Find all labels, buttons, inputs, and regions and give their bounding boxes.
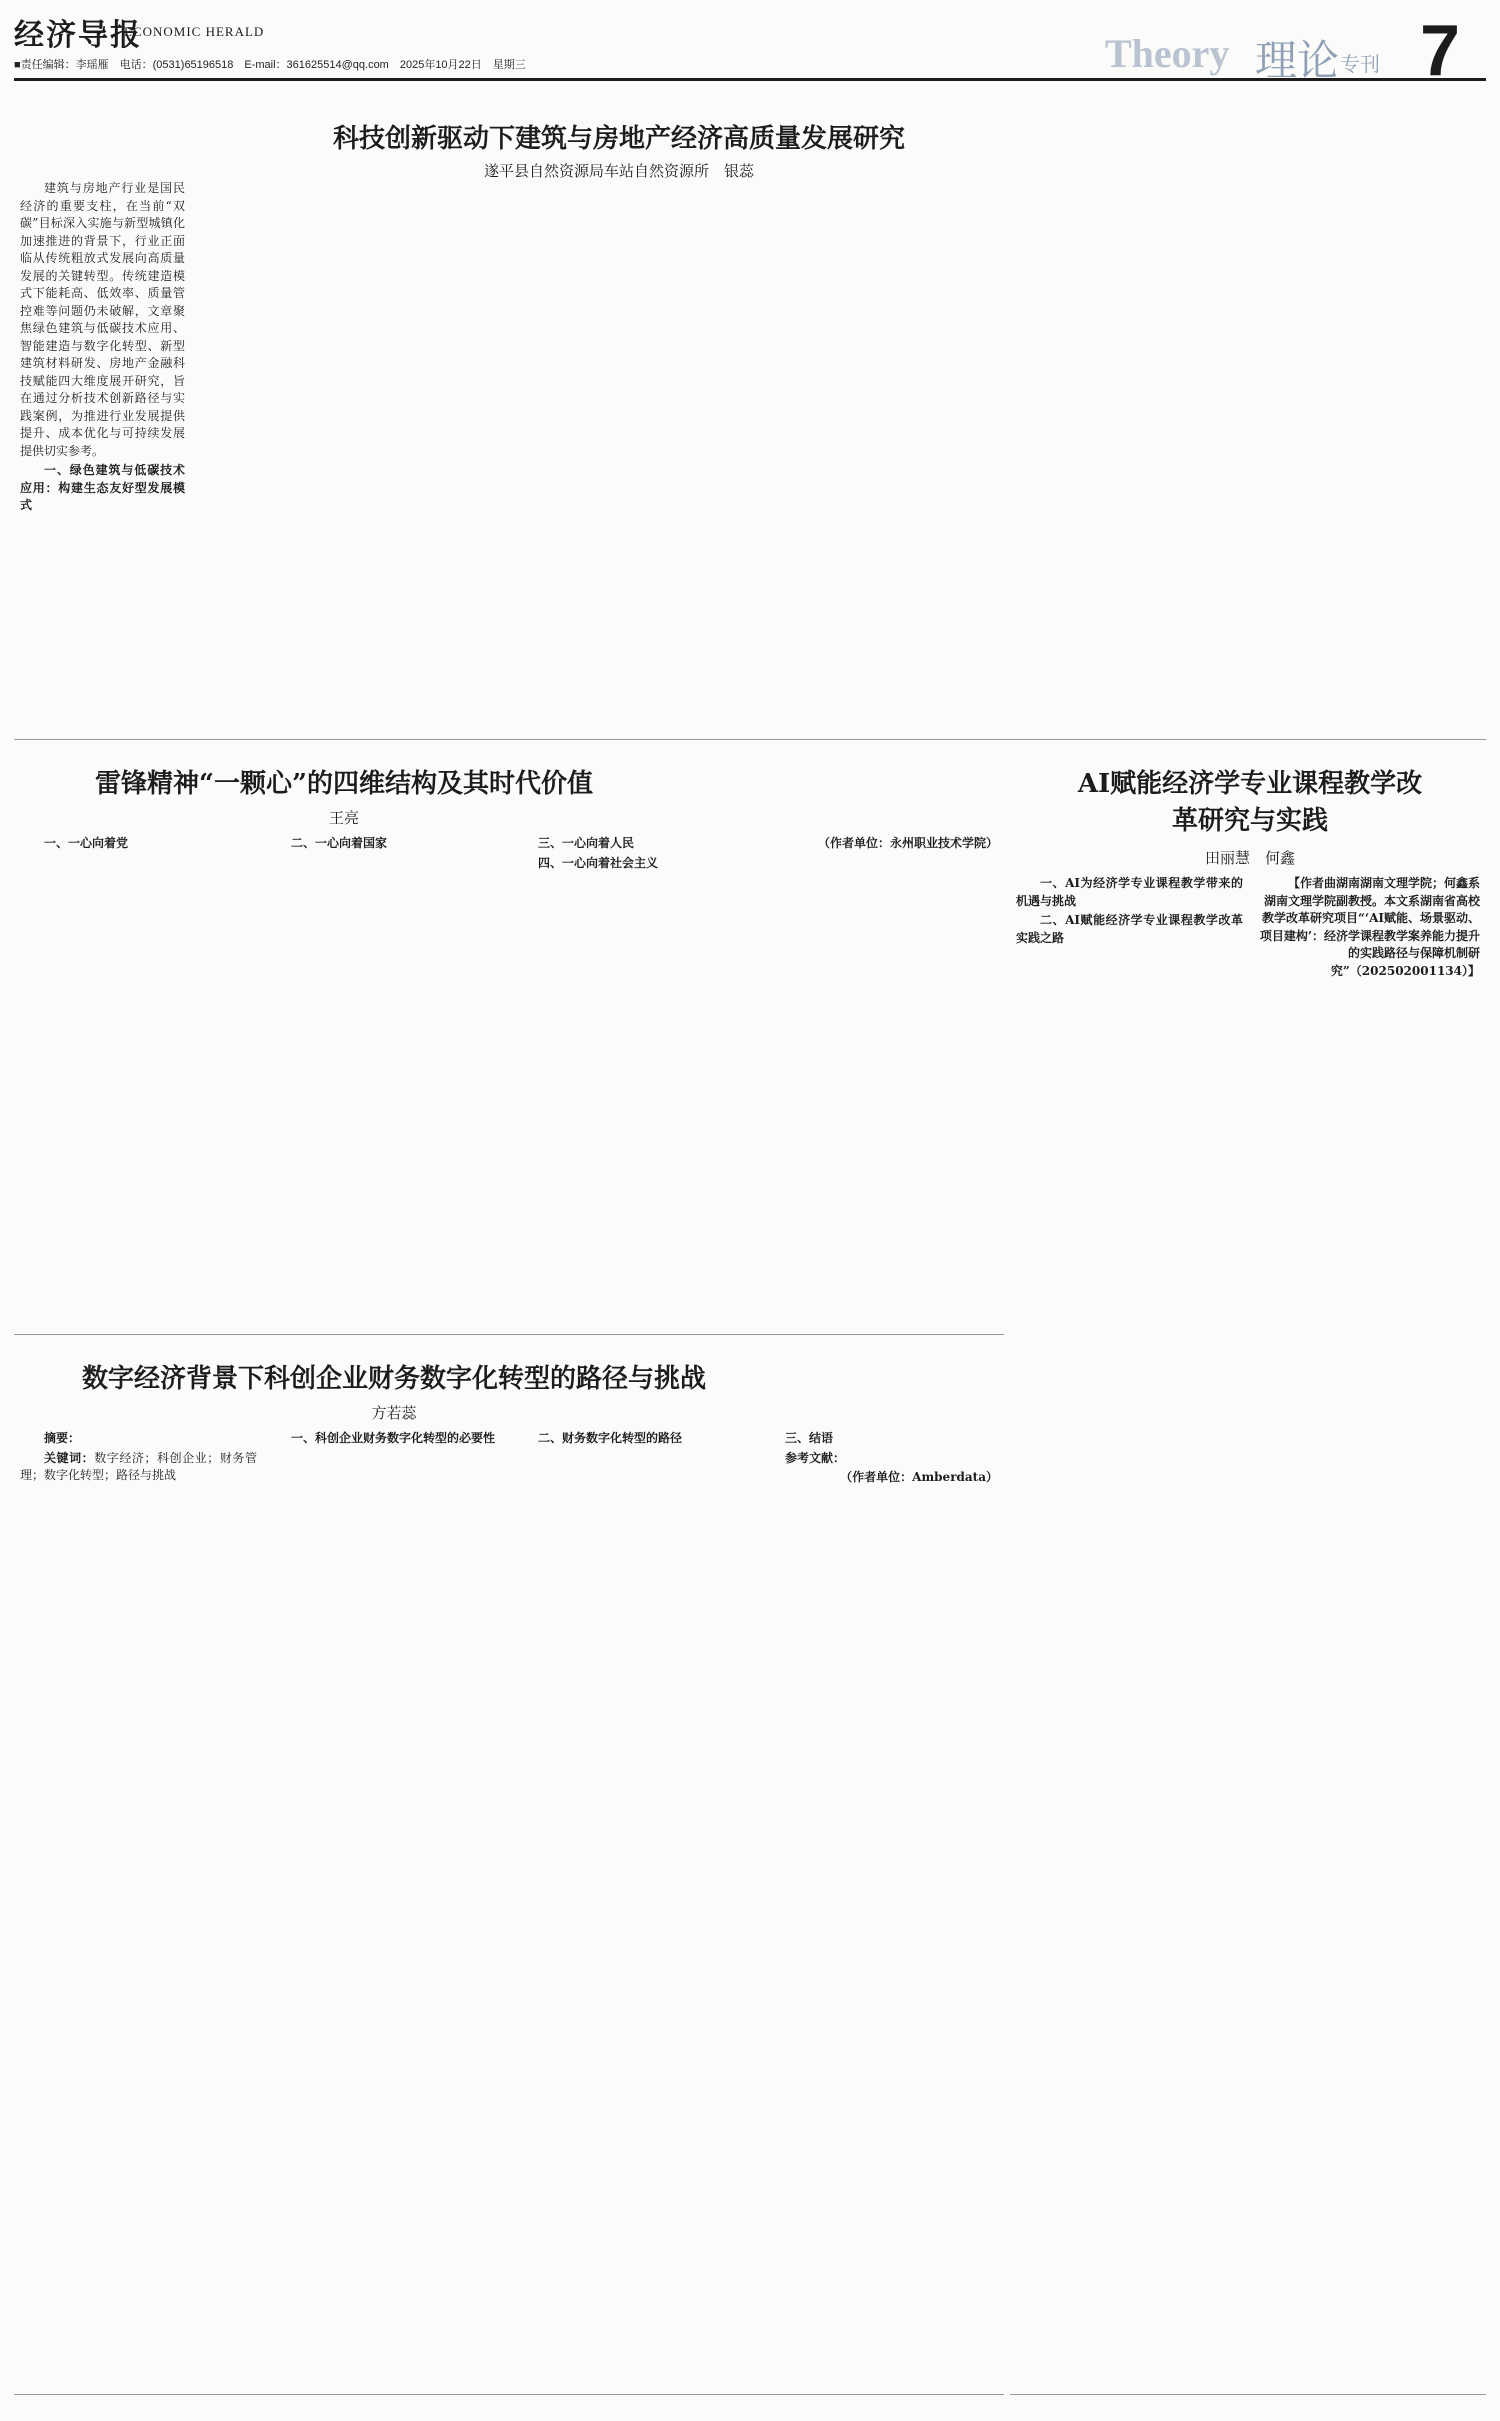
masthead-meta: ■责任编辑：李瑶雁 电话：(0531)65196518 E-mail：361625514@qq.com 2025年10月22日 星期三 [14, 59, 526, 71]
article-1 [14, 100, 1486, 740]
article-1-subhead-1: 一、绿色建筑与低碳技术应用：构建生态友好型发展模式 [20, 463, 185, 512]
article-1-title: 科技创新驱动下建筑与房地产经济高质量发展研究 [332, 124, 905, 154]
article-1-intro: 建筑与房地产行业是国民经济的重要支柱，在当前“双碳”目标深入实施与新型城镇化加速推进的背景下，行业正面临从传统粗放式发展向高质量发展的关键转型。传统建造模式下能耗高、低效率、质量管控难等问题仍未破解，文章聚焦绿色建筑与低碳技术应用、智能建造与数字化转型、新型建筑材料研发、房地产金融科技赋能四大维度展开研究，旨在通过分析技术创新路径与实践案例，为推进行业发展提供提升、成本优化与可持续发展提供切实参考。 [20, 181, 185, 458]
article-3-subhead-2: 二、AI赋能经济学专业课程教学改革实践之路 [1016, 913, 1243, 945]
article-3-title: AI赋能经济学专业课程教学改革研究与实践 [1077, 769, 1423, 836]
article-4-byline: 方若蕊 [371, 1404, 417, 1422]
section-suffix: 专刊 [1340, 52, 1380, 76]
article-4-subhead-1: 一、科创企业财务数字化转型的必要性 [291, 1431, 496, 1445]
article-4-keywords-label: 关键词： [44, 1450, 95, 1465]
article-3-note: 【作者曲湖南湖南文理学院；何鑫系湖南文理学院副教授。本文系湖南省高校教学改革研究项目“‘AI赋能、场景驱动、项目建构’：经济学课程教学案养能力提升的实践路径与保障机制研究”（202502001134）】 [1259, 876, 1480, 978]
article-2-subhead-2: 二、一心向着国家 [291, 836, 388, 850]
section-label-en: Theory [1105, 31, 1230, 76]
article-4 [14, 1340, 1004, 2395]
article-2-byline: 王亮 [328, 809, 359, 827]
article-3 [1010, 745, 1486, 2395]
article-4-note: （作者单位：Amberdata） [840, 1470, 998, 1484]
article-1-byline: 遂平县自然资源局车站自然资源所 银蕊 [483, 162, 754, 180]
article-4-title: 数字经济背景下科创企业财务数字化转型的路径与挑战 [81, 1364, 706, 1394]
article-2-note: （作者单位：永州职业技术学院） [817, 836, 998, 850]
page-number: 7 [1420, 11, 1461, 91]
masthead-rule [14, 78, 1486, 81]
article-4-subhead-2: 二、财务数字化转型的路径 [538, 1431, 683, 1445]
article-2-title: 雷锋精神“一颗心”的四维结构及其时代价值 [95, 769, 593, 799]
article-3-subhead-1: 一、AI为经济学专业课程教学带来的机遇与挑战 [1016, 876, 1243, 908]
article-2 [14, 745, 1004, 1335]
article-4-refs-label: 参考文献： [785, 1450, 846, 1465]
article-2-subhead-3: 三、一心向着人民 [538, 836, 635, 850]
article-2-subhead-4: 四、一心向着社会主义 [538, 855, 659, 870]
article-4-keywords: 数字经济；科创企业；财务管理；数字化转型；路径与挑战 [20, 1450, 257, 1482]
article-2-subhead-1: 一、一心向着党 [44, 836, 129, 850]
brand-title: 经济导报 [14, 18, 142, 53]
section-label-cn: 理论 [1255, 36, 1340, 85]
article-4-abstract-label: 摘要： [44, 1431, 81, 1445]
masthead [0, 0, 1500, 100]
brand-subtitle: ECONOMIC HERALD [124, 24, 265, 39]
article-3-byline: 田丽慧 何鑫 [1204, 849, 1295, 867]
article-4-subhead-3: 三、结语 [785, 1431, 834, 1445]
